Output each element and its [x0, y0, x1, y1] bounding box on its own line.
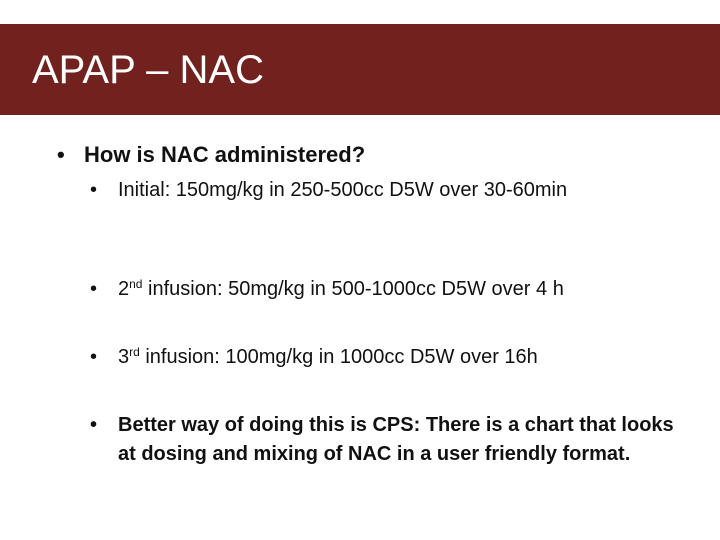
bullet-question-text: How is NAC administered?: [84, 142, 366, 167]
ordinal-number: 3: [118, 346, 130, 368]
bullet-dot: •: [90, 346, 98, 368]
bullet-second-infusion-text: [118, 275, 680, 304]
ordinal-number: 2: [118, 278, 130, 300]
ordinal-suffix: rd: [129, 345, 140, 359]
bullet-dot: •: [90, 414, 98, 436]
bullet-cps-note-text: Better way of doing this is CPS: There is a chart that looks at dosing and mixing of NAC in a user friendly format.: [118, 414, 674, 465]
bullet-third-infusion-text: [118, 343, 680, 372]
bullet-initial-dose-text: Initial: 150mg/kg in 250-500cc D5W over 30-60min: [118, 179, 568, 201]
infusion-detail: infusion: 100mg/kg in 1000cc D5W over 16h: [139, 346, 538, 368]
bullet-initial-dose: [90, 176, 680, 205]
bullet-third-infusion: [90, 343, 680, 372]
bullet-question: [57, 140, 697, 170]
bullet-dot: •: [90, 179, 98, 201]
bullet-dot: •: [90, 278, 98, 300]
bullet-dot: •: [57, 142, 65, 167]
ordinal-suffix: nd: [129, 277, 143, 291]
bullet-cps-note: [90, 411, 680, 469]
bullet-second-infusion: [90, 275, 680, 304]
slide-title: APAP – NAC: [32, 48, 264, 92]
infusion-detail: infusion: 50mg/kg in 500-1000cc D5W over 4 h: [142, 278, 564, 300]
